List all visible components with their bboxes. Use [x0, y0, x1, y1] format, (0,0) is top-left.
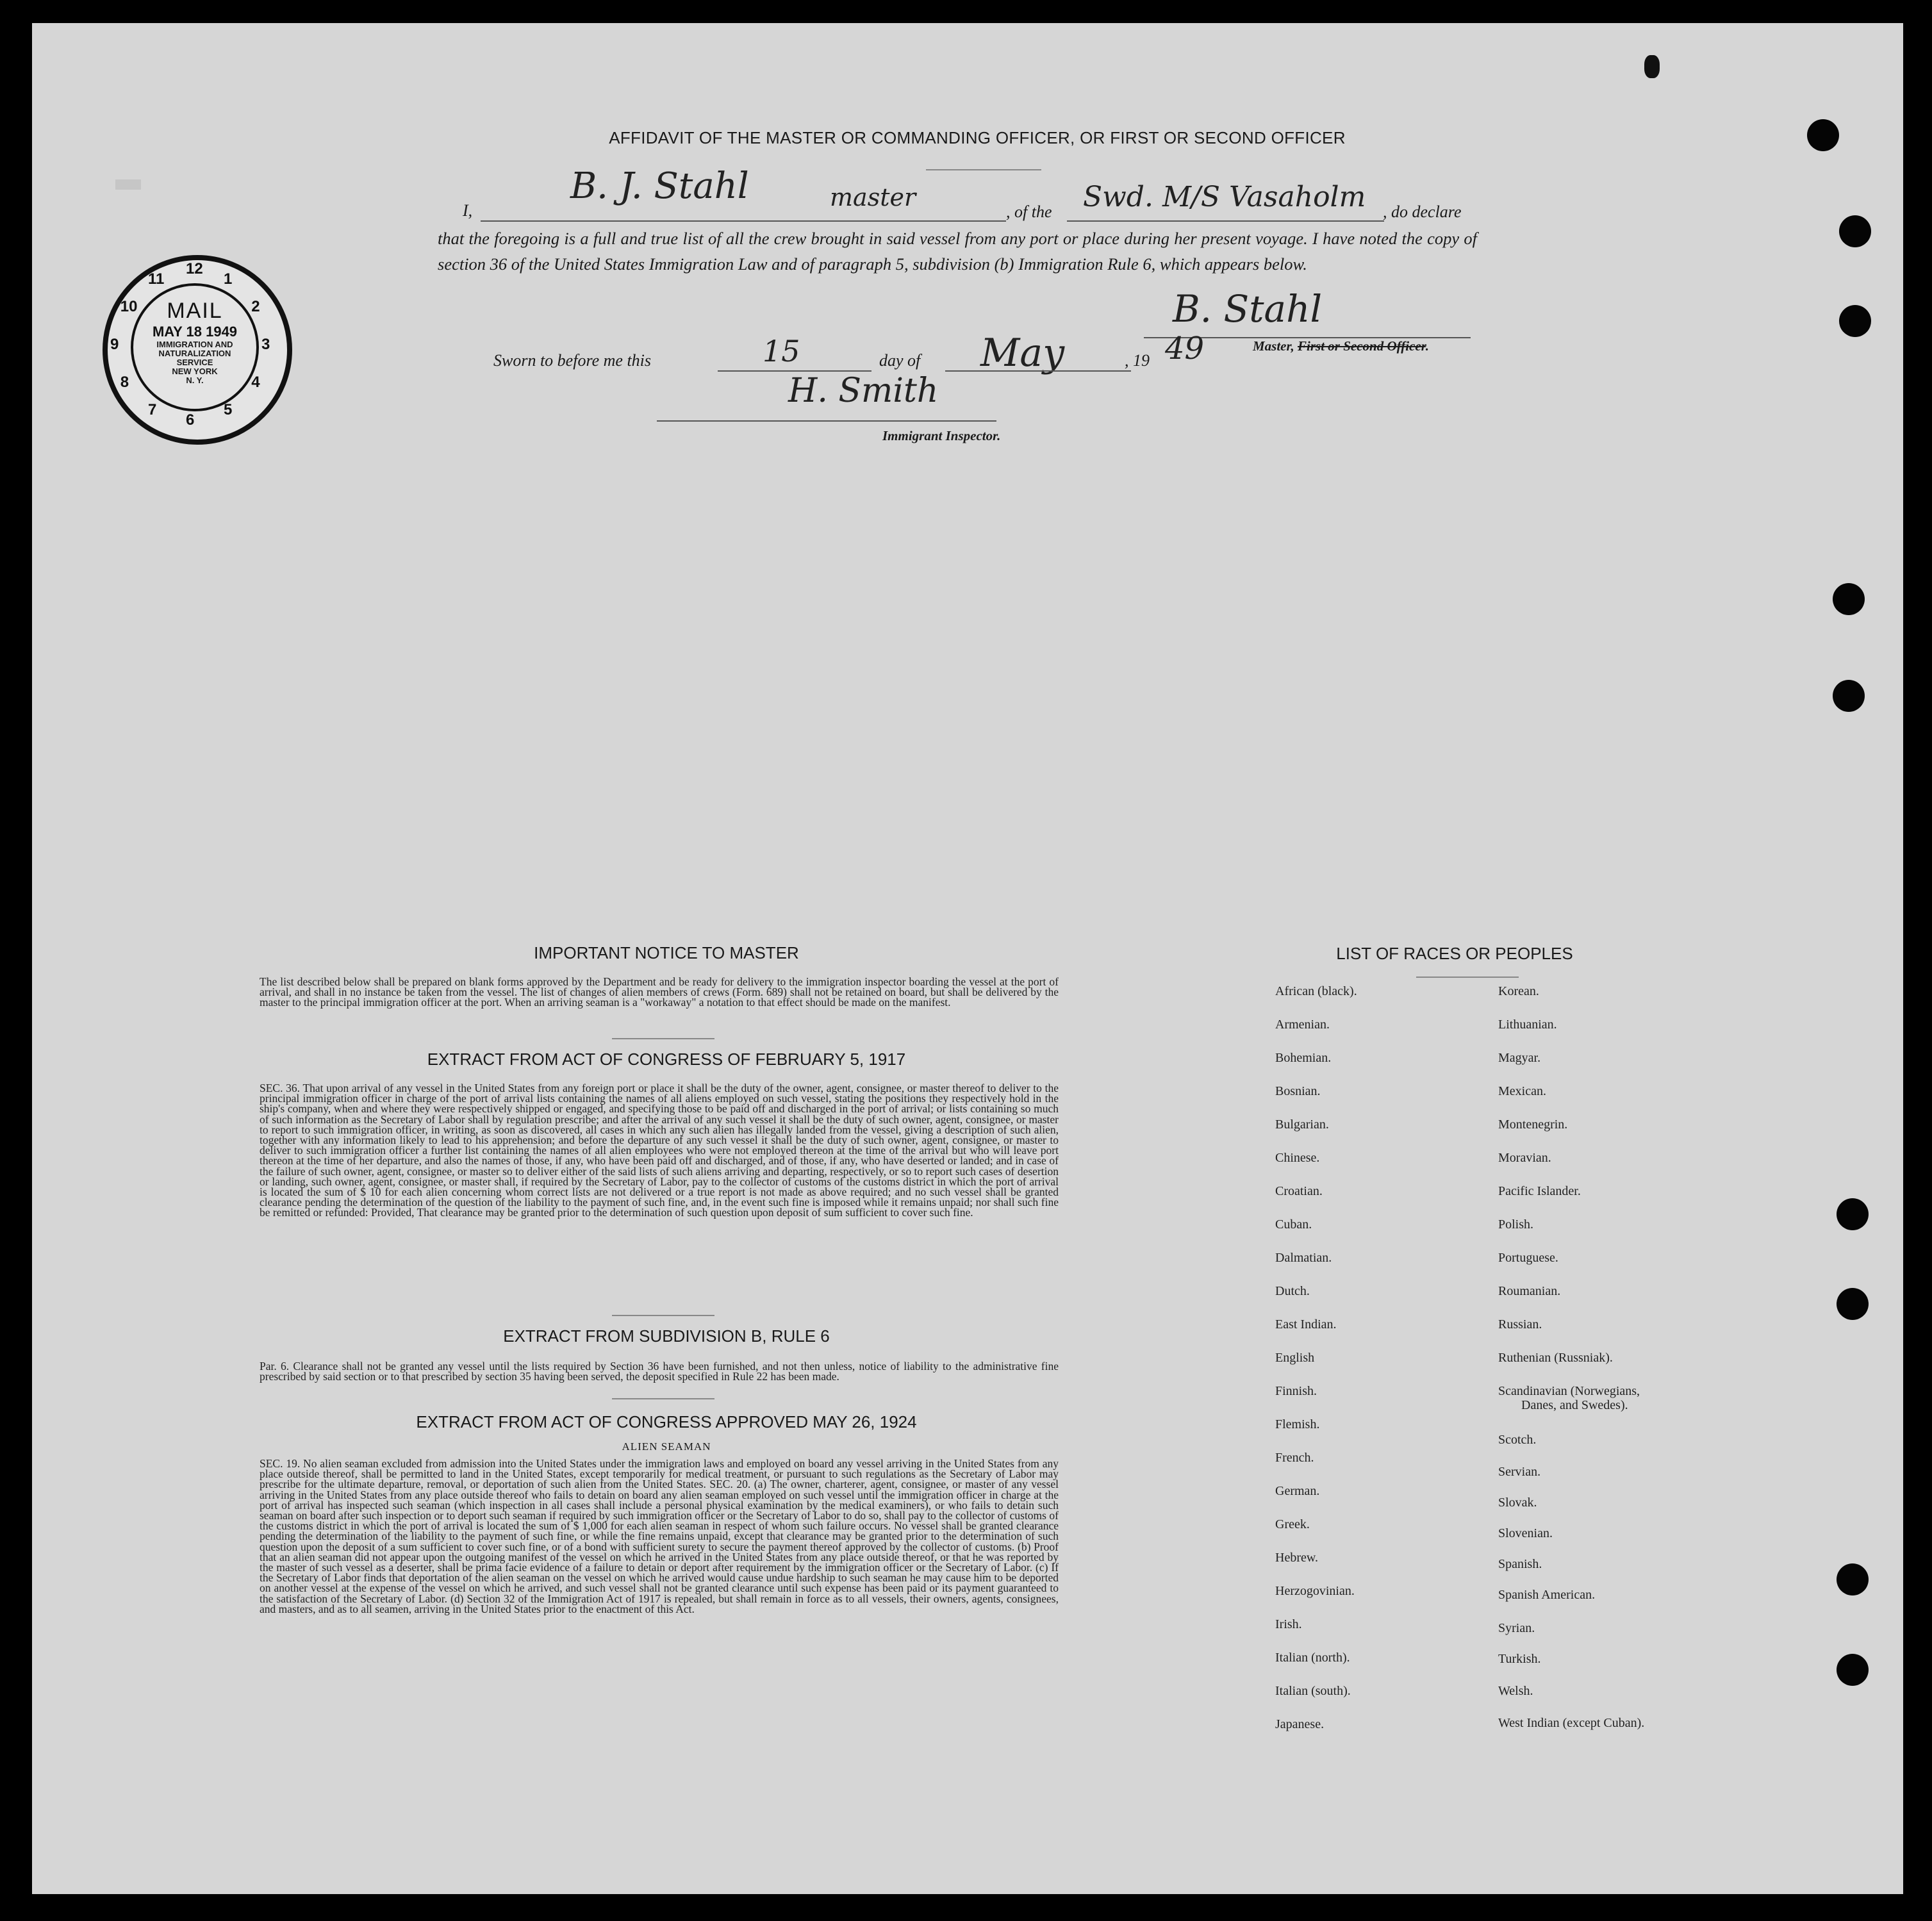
- affidavit-title: AFFIDAVIT OF THE MASTER OR COMMANDING OFFICER, OR FIRST OR SECOND OFFICER: [609, 128, 1346, 147]
- race-item: Syrian.: [1498, 1621, 1535, 1635]
- punch-hole: [1837, 1563, 1869, 1595]
- stamp-clock-number: 7: [148, 401, 157, 419]
- stamp-clock-number: 4: [251, 374, 260, 391]
- race-item: Korean.: [1498, 984, 1539, 998]
- stamp-mail: MAIL: [167, 299, 223, 323]
- race-item: Welsh.: [1498, 1684, 1533, 1698]
- race-item: Scandinavian (Norwegians,: [1498, 1384, 1640, 1398]
- master-signature: B. Stahl: [1173, 287, 1323, 331]
- punch-hole: [1837, 1654, 1869, 1686]
- race-item: Moravian.: [1498, 1151, 1551, 1165]
- month-line: [945, 370, 1131, 372]
- races-title: LIST OF RACES OR PEOPLES: [1336, 944, 1573, 963]
- race-item: Croatian.: [1275, 1184, 1323, 1198]
- stamp-clock-number: 8: [120, 374, 129, 391]
- extract3-title: EXTRACT FROM ACT OF CONGRESS APPROVED MAY 26, 1924: [416, 1412, 917, 1431]
- race-item: Japanese.: [1275, 1717, 1325, 1731]
- affidavit-body: that the foregoing is a full and true list of all the crew brought in said vessel from any port or place during her present voyage. I have noted the copy of section 36 of the United States Immigration Law and of paragraph 5, subdivision (b) Immigration Rule 6, which appears below.: [438, 229, 1477, 274]
- stamp-clock-number: 12: [186, 260, 203, 277]
- affidavit-i: I,: [463, 201, 473, 220]
- page-mark: [115, 179, 141, 190]
- stamp-line: N. Y.: [186, 375, 204, 385]
- race-item: Servian.: [1498, 1465, 1541, 1479]
- rule: [1416, 977, 1519, 978]
- race-item: Herzogovinian.: [1275, 1584, 1355, 1598]
- punch-hole: [1837, 1288, 1869, 1320]
- race-item: Montenegrin.: [1498, 1117, 1568, 1132]
- race-item: Finnish.: [1275, 1384, 1317, 1398]
- punch-hole: [1807, 119, 1839, 151]
- punch-hole: [1839, 305, 1871, 337]
- stamp-line: NEW YORK: [172, 367, 218, 376]
- inspector-signature: H. Smith: [788, 372, 939, 410]
- master-caption: Master, First or Second Officer.: [1253, 338, 1429, 354]
- notice-title: IMPORTANT NOTICE TO MASTER: [534, 943, 799, 962]
- race-item: English: [1275, 1351, 1315, 1365]
- extract3-text: SEC. 19. No alien seaman excluded from admission into the United States under the immigration laws and employed on board any vessel arriving in the United States from any place outside thereof, shall be permitted to land in the United States, except temporarily for medical treatment, or pursuant to such regulations as the Secretary of Labor may prescribe for the ultimate departure, removal, or deportation of such alien from the United States. SEC. 20. (a) The owner, charterer, agent, consignee, or master of any vessel arriving in the United States from any place outside thereof who fails to detain on board any alien seaman employed on such vessel until the immigration officer in charge at the port of arrival has inspected such seaman (which inspection in all cases shall include a personal physical examination by the medical examiners), or who fails to detain such seaman on board after such inspection or to deport such seaman if required by such immigration officer or the Secretary of Labor to do so, shall pay to the collector of customs of the customs district in which the port of arrival is located the sum of $ 1,000 for each alien seaman in respect of whom such failure occurs. No vessel shall be granted clearance pending the determination of the liability to the payment of such fine, or while the fine remains unpaid, except that clearance may be granted prior to the determination of such question upon the deposit of a sum sufficient to cover such fine, or of a bond with sufficient surety to secure the payment thereof approved by the collector of customs. (b) Proof that an alien seaman did not appear upon the outgoing manifest of the vessel on which he arrived in the United States from any place outside thereof, or that he was reported by the master of such vessel as a deserter, shall be prima facie evidence of a failure to detain or deport after requirement by the immigration officer or the Secretary of Labor. (c) If the Secretary of Labor finds that deportation of the alien seaman on the vessel on which he arrived would cause undue hardship to such seaman he may cause him to be deported on another vessel at the expense of the vessel on which he arrived, and such vessel shall not be granted clearance until such expense has been paid or its payment guaranteed to the satisfaction of the Secretary of Labor. (d) Section 32 of the Immigration Act of 1917 is repealed, but shall remain in force as to all vessels, their owners, agents, consignees, and masters, and as to all seamen, arriving in the United States prior to the enactment of this Act.: [260, 1457, 1059, 1615]
- race-item: Mexican.: [1498, 1084, 1546, 1098]
- stamp-clock-number: 6: [186, 411, 195, 429]
- race-item: Bohemian.: [1275, 1051, 1332, 1065]
- race-item: Russian.: [1498, 1317, 1542, 1332]
- extract2-title: EXTRACT FROM SUBDIVISION B, RULE 6: [503, 1326, 830, 1346]
- race-item: Bulgarian.: [1275, 1117, 1329, 1132]
- stamp-clock-number: 10: [120, 298, 138, 315]
- extract1-text: SEC. 36. That upon arrival of any vessel in the United States from any foreign port or place it shall be the duty of the owner, agent, consignee, or master thereof to deliver to the principal immigration officer in charge of the port of arrival lists containing the names of all aliens employed on such vessel, stating the positions they respectively hold in the ship's company, when and where they were respectively shipped or engaged, and specifying those to be paid off and discharged in the port of arrival; or lists containing so much of such information as the Secretary of Labor shall by regulation prescribe; and after the arrival of any such vessel it shall be the duty of such owner, agent, consignee, or master to report to such immigration officer, in writing, as soon as discovered, all cases in which any such alien has illegally landed from the vessel, giving a description of such alien, together with any information likely to lead to his apprehension; and before the departure of any such vessel it shall be the duty of such owner, agent, consignee, or master to deliver to such immigration officer a further list containing the names of all alien employees who were not employed thereon at the time of the arrival but who will leave port thereon at the time of her departure, and also the names of those, if any, who have been paid off and discharged, and of those, if any, who have deserted or landed; and in case of the failure of such owner, agent, consignee, or master so to deliver either of the said lists of such aliens arriving and departing, respectively, or so to report such cases of desertion or landing, such owner, agent, consignee, or master shall, if required by the Secretary of Labor, pay to the collector of customs of the customs district in which the port of arrival is located the sum of $ 10 for each alien concerning whom correct lists are not delivered or a true report is not made as above required; and no such vessel shall be granted clearance pending the determination of the question of the liability to the payment of such fine, and, in the event such fine is imposed while it remains unpaid; nor shall such fine be remitted or refunded: Provided, That clearance may be granted prior to the determination of such question upon deposit of sum sufficient to cover such fine.: [260, 1082, 1059, 1219]
- stamp-clock-number: 3: [261, 336, 270, 353]
- vessel-name: Swd. M/S Vasaholm: [1083, 181, 1366, 213]
- race-item: Dalmatian.: [1275, 1251, 1332, 1265]
- rule: [926, 169, 1041, 170]
- sworn-day: 15: [763, 334, 800, 368]
- stamp-clock-number: 11: [148, 270, 165, 288]
- race-item: Greek.: [1275, 1517, 1310, 1531]
- punch-hole: [1833, 680, 1865, 712]
- punch-hole: [1839, 215, 1871, 247]
- race-item: Turkish.: [1498, 1652, 1541, 1666]
- inspector-caption: Immigrant Inspector.: [882, 428, 1001, 443]
- punch-hole: [1833, 583, 1865, 615]
- stamp-clock-number: 1: [224, 270, 233, 288]
- stamp-date: MAY 18 1949: [152, 324, 238, 340]
- inspector-line: [657, 420, 996, 422]
- race-item: Flemish.: [1275, 1417, 1320, 1431]
- stamp-clock-number: 2: [251, 298, 260, 315]
- race-item: Spanish American.: [1498, 1588, 1596, 1602]
- stamp-line: NATURALIZATION: [158, 349, 231, 358]
- race-item: Italian (north).: [1275, 1651, 1350, 1665]
- name-line: [481, 220, 1006, 222]
- race-item: Cuban.: [1275, 1217, 1312, 1232]
- year-prefix: , 19: [1125, 351, 1150, 370]
- race-item: East Indian.: [1275, 1317, 1337, 1332]
- race-item: Bosnian.: [1275, 1084, 1321, 1098]
- stamp-line: IMMIGRATION AND: [156, 340, 233, 349]
- race-item: Dutch.: [1275, 1284, 1310, 1298]
- race-item: French.: [1275, 1451, 1314, 1465]
- race-item: Irish.: [1275, 1617, 1302, 1631]
- day-of-text: day of: [879, 351, 921, 370]
- race-item: Italian (south).: [1275, 1684, 1351, 1698]
- stamp-inner-ring: [131, 283, 259, 411]
- race-item: Slovak.: [1498, 1496, 1537, 1510]
- race-item: Scotch.: [1498, 1433, 1537, 1447]
- race-item: Hebrew.: [1275, 1551, 1319, 1565]
- master-rank: master: [830, 183, 916, 211]
- race-item: Armenian.: [1275, 1018, 1330, 1032]
- extract2-text: Par. 6. Clearance shall not be granted any vessel until the lists required by Section 36 have been furnished, and not then unless, notice of liability to the administrative fine prescribed by said section or to that prescribed by section 35 having been served, the deposit specified in Rule 22 has been made.: [260, 1360, 1059, 1383]
- race-item: Magyar.: [1498, 1051, 1541, 1065]
- extract1-title: EXTRACT FROM ACT OF CONGRESS OF FEBRUARY 5, 1917: [427, 1050, 906, 1069]
- race-item: Chinese.: [1275, 1151, 1320, 1165]
- vessel-line: [1067, 220, 1384, 222]
- sworn-text: Sworn to before me this: [493, 351, 652, 370]
- race-item: Danes, and Swedes).: [1521, 1398, 1628, 1412]
- race-item: Pacific Islander.: [1498, 1184, 1581, 1198]
- stamp-clock-number: 9: [110, 336, 119, 353]
- rule: [612, 1038, 714, 1039]
- race-item: Spanish.: [1498, 1557, 1542, 1571]
- sworn-month: May: [980, 331, 1065, 375]
- race-item: Polish.: [1498, 1217, 1534, 1232]
- race-item: West Indian (except Cuban).: [1498, 1716, 1645, 1730]
- race-item: German.: [1275, 1484, 1320, 1498]
- do-declare-text: , do declare: [1383, 202, 1462, 221]
- sworn-year: 49: [1165, 331, 1205, 367]
- stamp-clock-number: 5: [224, 401, 233, 419]
- race-item: Lithuanian.: [1498, 1018, 1557, 1032]
- notice-text: The list described below shall be prepared on blank forms approved by the Department and be ready for delivery to the immigration inspector boarding the vessel at the port of arrival, and shall in no instance be taken from the vessel. The list of changes of alien members of crews (Form. 689) shall not be retained on board, but shall be delivered by the master to the principal immigration officer at the port. When an arriving seaman is a "workaway" a notation to that effect should be made on the manifest.: [260, 975, 1059, 1009]
- master-name: B. J. Stahl: [570, 165, 749, 207]
- rule: [612, 1398, 714, 1399]
- race-item: Roumanian.: [1498, 1284, 1561, 1298]
- of-the-text: , of the: [1006, 202, 1052, 221]
- race-item: African (black).: [1275, 984, 1357, 998]
- page-mark: [1644, 55, 1660, 78]
- extract3-subtitle: ALIEN SEAMAN: [622, 1440, 711, 1453]
- mail-stamp: [103, 255, 292, 445]
- rule: [612, 1315, 714, 1316]
- race-item: Slovenian.: [1498, 1526, 1553, 1540]
- document-page: [32, 23, 1903, 1894]
- stamp-line: SERVICE: [176, 358, 213, 367]
- race-item: Ruthenian (Russniak).: [1498, 1351, 1613, 1365]
- punch-hole: [1837, 1198, 1869, 1230]
- race-item: Portuguese.: [1498, 1251, 1558, 1265]
